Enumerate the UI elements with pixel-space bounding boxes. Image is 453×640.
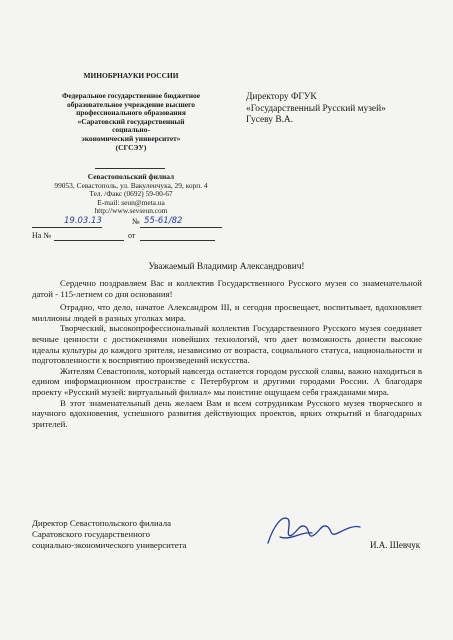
branch-name: Севастопольский филиал bbox=[87, 172, 175, 181]
body-paragraph: Сердечно поздравляем Вас и коллектив Государственного Русского музея со знаменательной датой - 115-летием со дня основания! bbox=[32, 278, 422, 299]
body-paragraph: Отрадно, что дело, начатое Александром III, и сегодня просвещает, воспитывает, вдохновляет миллионы людей в разных уголках мира. bbox=[32, 302, 422, 323]
ministry-name: МИНОБРНАУКИ РОССИИ bbox=[83, 71, 179, 80]
institution-line: образовательное учреждение высшего bbox=[67, 99, 195, 109]
signer-name: И.А. Шевчук bbox=[370, 540, 421, 550]
outgoing-number: 55-61/82 bbox=[144, 216, 183, 226]
branch-contacts bbox=[20, 173, 242, 216]
institution-line: экономический университет» bbox=[81, 133, 181, 143]
signer-position bbox=[32, 518, 272, 551]
date-underline bbox=[32, 227, 102, 228]
number-underline bbox=[140, 227, 222, 228]
body-paragraph: Творческий, высокопрофессиональный коллектив Государственного Русского музея соединяет вечные ценности с достижениями новейших технологий, что дает возможность донести высокие идеалы культуры до каждого зрителя, независимо от возраста, социального статуса, национальности и подготовленности к восприятию произведений искусства. bbox=[32, 323, 422, 366]
greeting: Уважаемый Владимир Александрович! bbox=[148, 262, 305, 272]
institution-line: Федеральное государственное бюджетное bbox=[62, 91, 200, 100]
institution-line: «Саратовский государственный bbox=[77, 116, 185, 126]
header-divider bbox=[95, 168, 165, 169]
handwritten-signature bbox=[262, 505, 362, 555]
branch-address: 99053, Севастополь, ул. Вакуленчука, 29, корп. 4 bbox=[54, 180, 208, 190]
institution-line: профессионального образования bbox=[76, 108, 186, 118]
outgoing-date: 19.03.13 bbox=[64, 216, 102, 226]
reference-from: от bbox=[128, 231, 136, 240]
signer-position-line: Директор Севастопольского филиала bbox=[32, 518, 172, 528]
recipient-line: Гусеву В.А. bbox=[246, 115, 294, 125]
branch-phone: Тел. /Факс (0692) 59-00-67 bbox=[89, 189, 173, 199]
outgoing-number-prefix: № bbox=[132, 217, 140, 226]
body-paragraph: В этот знаменательный день желаем Вам и всем сотрудникам Русского музея творческого и научного вдохновения, успешного развития действующих проектов, ярких открытий и благодарных зрителей. bbox=[32, 397, 422, 429]
branch-email[interactable]: E-mail: seun@meta.ua bbox=[97, 197, 165, 207]
recipient-line: «Государственный Русский музей» bbox=[246, 103, 386, 114]
reference-line bbox=[32, 231, 232, 243]
reference-label: На № bbox=[32, 231, 51, 240]
reference-underline bbox=[54, 240, 124, 241]
signer-position-line: социально-экономического университета bbox=[32, 540, 187, 550]
recipient-line: Директору ФГУК bbox=[246, 92, 317, 102]
body-paragraph: Жителям Севастополя, который навсегда останется городом русской славы, важно находиться в едином информационном пространстве с Петербургом и другими городами России. А благодаря проекту «Русский музей: виртуальный филиал» мы поистине ощущаем себя гражданами мира. bbox=[32, 365, 422, 397]
outgoing-number-line bbox=[32, 217, 232, 229]
institution-line: (СГСЭУ) bbox=[115, 142, 147, 152]
reference-from-underline bbox=[140, 240, 215, 241]
letter-body bbox=[32, 278, 422, 429]
branch-website[interactable]: http://www.sevseun.com bbox=[94, 206, 168, 216]
recipient-block bbox=[246, 92, 436, 127]
signer-position-line: Саратовского государственного bbox=[32, 529, 150, 539]
institution-name bbox=[20, 92, 242, 152]
institution-line: социально- bbox=[112, 125, 150, 135]
